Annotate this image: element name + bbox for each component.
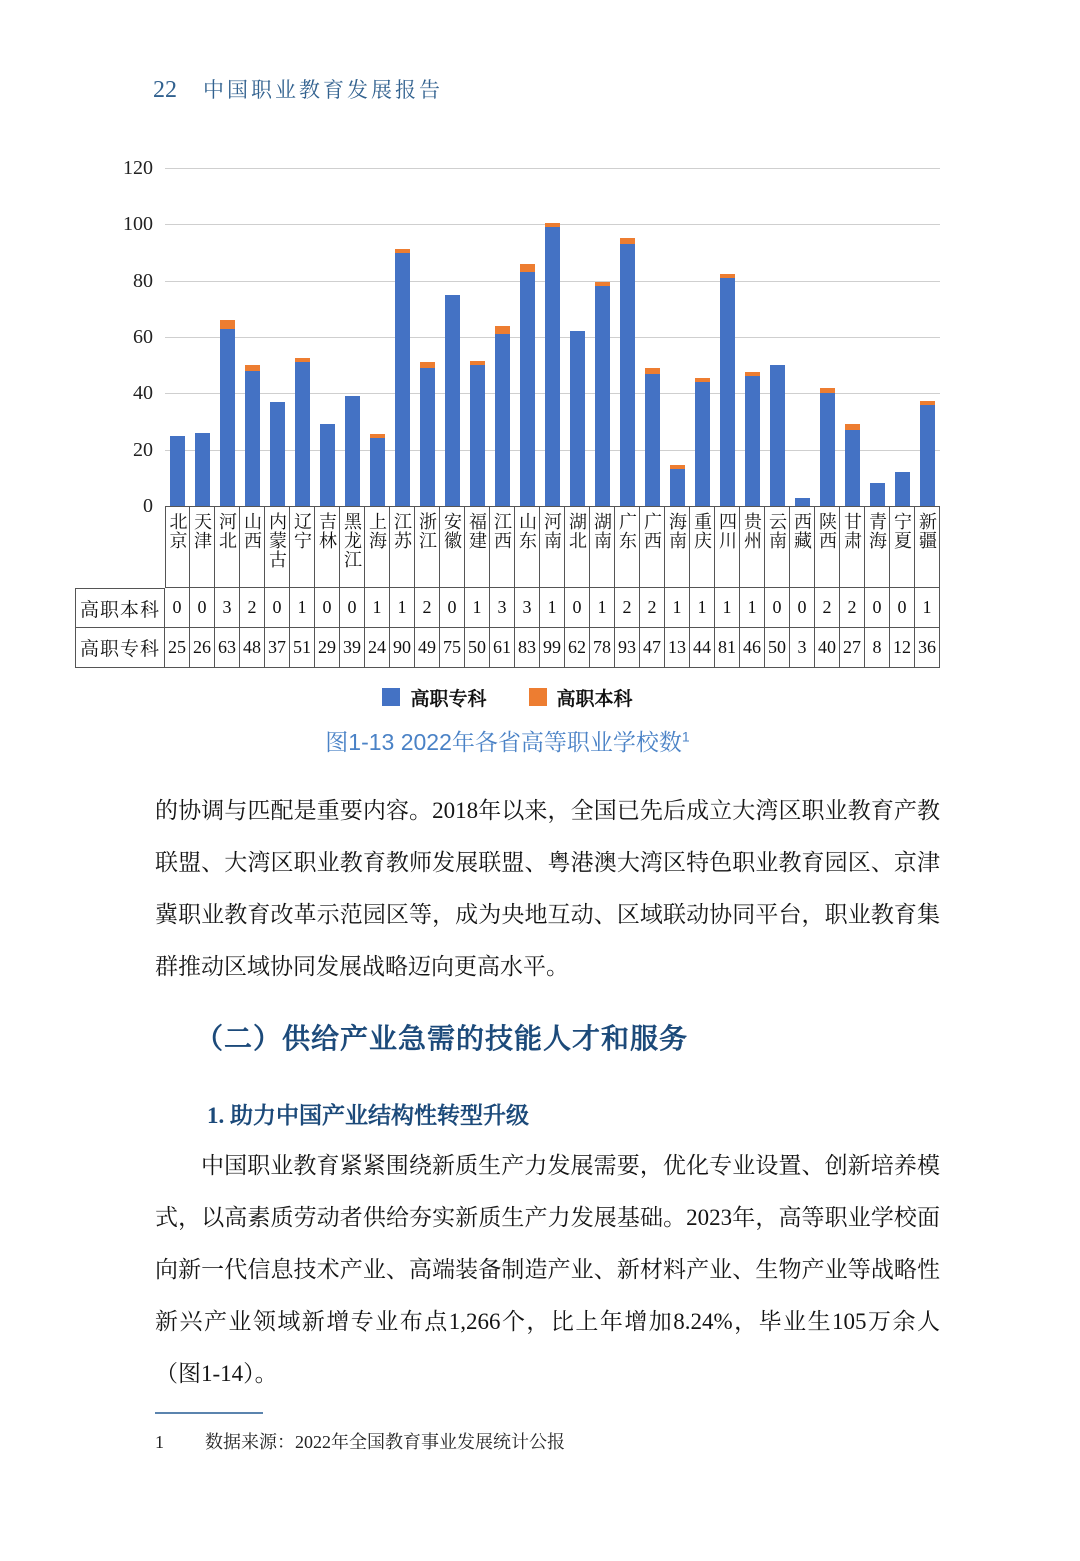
bar-column-重庆	[695, 378, 710, 506]
subsection-heading: 1. 助力中国产业结构性转型升级	[207, 1103, 529, 1128]
value-cell: 93	[615, 628, 640, 668]
bar-segment-benke	[495, 326, 510, 334]
category-cell	[790, 506, 815, 588]
value-cell: 63	[215, 628, 240, 668]
page-number: 22	[153, 77, 177, 103]
category-cell	[565, 506, 590, 588]
bar-column-陕西	[820, 388, 835, 506]
category-cell	[390, 506, 415, 588]
value-cell: 1	[465, 588, 490, 628]
bar-chart-figure	[75, 148, 940, 668]
bar-column-天津	[195, 433, 210, 506]
footnote-marker: 1	[155, 1432, 164, 1452]
bar-column-河南	[545, 223, 560, 506]
value-cell: 2	[415, 588, 440, 628]
value-cell: 0	[190, 588, 215, 628]
category-label: 湖北	[567, 512, 587, 550]
value-cell: 24	[365, 628, 390, 668]
bar-segment-zhuanke	[645, 374, 660, 506]
bar-column-海南	[670, 465, 685, 506]
footnote	[155, 1428, 1080, 1454]
category-label: 四川	[717, 512, 737, 550]
category-label: 天津	[192, 512, 212, 550]
y-axis-tick-label: 60	[133, 326, 153, 348]
category-label: 黑龙江	[342, 512, 362, 569]
bar-segment-zhuanke	[570, 331, 585, 506]
category-cell	[640, 506, 665, 588]
category-label: 广东	[617, 512, 637, 550]
category-cell	[190, 506, 215, 588]
value-cell: 83	[515, 628, 540, 668]
category-cell	[590, 506, 615, 588]
category-label: 山东	[517, 512, 537, 550]
bar-segment-zhuanke	[295, 362, 310, 506]
category-label: 甘肃	[842, 512, 862, 550]
bar-column-贵州	[745, 372, 760, 506]
bar-segment-zhuanke	[270, 402, 285, 506]
category-label: 河南	[542, 512, 562, 550]
category-label: 辽宁	[292, 512, 312, 550]
bar-column-四川	[720, 274, 735, 506]
value-cell: 2	[840, 588, 865, 628]
value-cell: 26	[190, 628, 215, 668]
bar-column-北京	[170, 436, 185, 506]
category-label: 广西	[642, 512, 662, 550]
value-cell: 48	[240, 628, 265, 668]
value-cell: 50	[465, 628, 490, 668]
bar-column-新疆	[920, 401, 935, 506]
category-cell	[515, 506, 540, 588]
bar-column-河北	[220, 320, 235, 506]
category-label: 贵州	[742, 512, 762, 550]
value-cell: 37	[265, 628, 290, 668]
category-cell	[290, 506, 315, 588]
category-label: 安徽	[442, 512, 462, 550]
category-label: 重庆	[692, 512, 712, 550]
value-cell: 12	[890, 628, 915, 668]
category-label: 新疆	[917, 512, 937, 550]
bar-segment-zhuanke	[720, 278, 735, 506]
bar-column-黑龙江	[345, 396, 360, 506]
bar-segment-zhuanke	[820, 393, 835, 506]
bar-segment-zhuanke	[420, 368, 435, 506]
table-row-header: 高职本科	[75, 588, 165, 628]
bar-segment-zhuanke	[545, 227, 560, 506]
category-label: 江苏	[392, 512, 412, 550]
bar-column-浙江	[420, 362, 435, 506]
value-cell: 2	[240, 588, 265, 628]
value-cell: 62	[565, 628, 590, 668]
bar-segment-benke	[520, 264, 535, 272]
value-cell: 1	[365, 588, 390, 628]
category-cell	[415, 506, 440, 588]
value-cell: 49	[415, 628, 440, 668]
figure-caption-text: 图1-13 2022年各省高等职业学校数	[325, 729, 682, 755]
value-cell: 1	[540, 588, 565, 628]
value-cell: 51	[290, 628, 315, 668]
value-cell: 13	[665, 628, 690, 668]
value-cell: 61	[490, 628, 515, 668]
bar-column-湖南	[595, 282, 610, 506]
bar-segment-zhuanke	[520, 272, 535, 506]
bar-segment-zhuanke	[620, 244, 635, 506]
report-title: 中国职业教育发展报告	[203, 78, 443, 102]
bar-segment-zhuanke	[395, 253, 410, 507]
legend-swatch-benke	[529, 688, 547, 706]
category-cell	[690, 506, 715, 588]
category-cell	[665, 506, 690, 588]
value-cell: 0	[165, 588, 190, 628]
category-cell	[815, 506, 840, 588]
category-label: 内蒙古	[267, 512, 287, 569]
value-cell: 27	[840, 628, 865, 668]
category-label: 吉林	[317, 512, 337, 550]
paragraph-1: 的协调与匹配是重要内容。2018年以来，全国已先后成立大湾区职业教育产教联盟、大湾区职业教育教师发展联盟、粤港澳大湾区特色职业教育园区、京津冀职业教育改革示范园区等，成为央地互动、区域联动协同平台，职业教育集群推动区域协同发展战略迈向更高水平。	[155, 798, 940, 979]
bar-column-甘肃	[845, 424, 860, 506]
bar-segment-zhuanke	[220, 329, 235, 506]
y-axis-tick-label: 100	[123, 213, 153, 236]
value-cell: 0	[315, 588, 340, 628]
bar-segment-zhuanke	[320, 424, 335, 506]
bar-segment-benke	[220, 320, 235, 328]
value-cell: 44	[690, 628, 715, 668]
value-cell: 78	[590, 628, 615, 668]
category-cell	[615, 506, 640, 588]
legend-item	[382, 684, 486, 710]
bar-segment-zhuanke	[370, 438, 385, 506]
value-cell: 47	[640, 628, 665, 668]
bar-column-上海	[370, 434, 385, 506]
value-cell: 0	[340, 588, 365, 628]
category-label: 河北	[217, 512, 237, 550]
category-cell	[240, 506, 265, 588]
value-cell: 46	[740, 628, 765, 668]
value-cell: 1	[665, 588, 690, 628]
value-cell: 1	[390, 588, 415, 628]
bar-column-湖北	[570, 331, 585, 506]
bar-segment-zhuanke	[795, 498, 810, 506]
category-cell	[440, 506, 465, 588]
category-label: 江西	[492, 512, 512, 550]
value-cell: 0	[890, 588, 915, 628]
value-cell: 81	[715, 628, 740, 668]
footnote-divider	[155, 1412, 263, 1414]
value-cell: 1	[290, 588, 315, 628]
category-cell	[915, 506, 940, 588]
value-cell: 0	[265, 588, 290, 628]
page-header	[153, 0, 1080, 104]
category-label: 福建	[467, 512, 487, 550]
category-cell	[215, 506, 240, 588]
category-label: 宁夏	[892, 512, 912, 550]
category-label: 西藏	[792, 512, 812, 550]
value-cell: 1	[715, 588, 740, 628]
category-cell	[865, 506, 890, 588]
value-cell: 0	[440, 588, 465, 628]
y-axis-tick-label: 20	[133, 438, 153, 461]
bar-column-青海	[870, 483, 885, 506]
category-cell	[765, 506, 790, 588]
category-label: 浙江	[417, 512, 437, 550]
category-label: 云南	[767, 512, 787, 550]
value-cell: 99	[540, 628, 565, 668]
value-cell: 0	[565, 588, 590, 628]
value-cell: 1	[740, 588, 765, 628]
category-cell	[715, 506, 740, 588]
category-cell	[365, 506, 390, 588]
legend-item	[529, 684, 633, 710]
value-cell: 75	[440, 628, 465, 668]
bar-column-安徽	[445, 295, 460, 506]
value-cell: 8	[865, 628, 890, 668]
category-label: 北京	[167, 512, 188, 550]
bar-segment-zhuanke	[245, 371, 260, 506]
y-axis-tick-label: 0	[143, 495, 153, 517]
legend-label: 高职专科	[410, 688, 487, 710]
bar-column-江苏	[395, 249, 410, 507]
category-label: 海南	[667, 512, 687, 550]
category-cell	[265, 506, 290, 588]
value-cell: 90	[390, 628, 415, 668]
bar-segment-zhuanke	[345, 396, 360, 506]
value-cell: 1	[590, 588, 615, 628]
bar-segment-zhuanke	[895, 472, 910, 506]
bar-segment-zhuanke	[745, 376, 760, 506]
value-cell: 0	[865, 588, 890, 628]
category-cell	[740, 506, 765, 588]
value-cell: 3	[490, 588, 515, 628]
footnote-text: 数据来源：2022年全国教育事业发展统计公报	[205, 1432, 565, 1452]
bar-column-山西	[245, 365, 260, 506]
bar-column-内蒙古	[270, 402, 285, 506]
bar-column-江西	[495, 326, 510, 506]
category-cell	[540, 506, 565, 588]
category-cell	[165, 506, 190, 588]
bar-column-广东	[620, 238, 635, 506]
bar-segment-zhuanke	[595, 286, 610, 506]
category-cell	[340, 506, 365, 588]
bar-segment-zhuanke	[495, 334, 510, 506]
bar-column-辽宁	[295, 358, 310, 506]
bar-segment-zhuanke	[670, 469, 685, 506]
bar-segment-zhuanke	[695, 382, 710, 506]
y-axis-tick-label: 80	[133, 269, 153, 292]
bar-segment-zhuanke	[870, 483, 885, 506]
bar-segment-zhuanke	[770, 365, 785, 506]
category-label: 山西	[242, 512, 262, 550]
bar-column-宁夏	[895, 472, 910, 506]
value-cell: 50	[765, 628, 790, 668]
value-cell: 3	[790, 628, 815, 668]
value-cell: 3	[215, 588, 240, 628]
value-cell: 39	[340, 628, 365, 668]
category-cell	[490, 506, 515, 588]
bar-column-云南	[770, 365, 785, 506]
chart-data-table	[75, 506, 940, 668]
bars-layer	[165, 168, 940, 506]
value-cell: 36	[915, 628, 940, 668]
bar-segment-zhuanke	[170, 436, 185, 506]
value-cell: 40	[815, 628, 840, 668]
bar-column-福建	[470, 361, 485, 506]
value-cell: 25	[165, 628, 190, 668]
value-cell: 2	[615, 588, 640, 628]
value-cell: 1	[690, 588, 715, 628]
legend-swatch-zhuanke	[382, 688, 400, 706]
table-row-header: 高职专科	[75, 628, 165, 668]
category-label: 上海	[367, 512, 387, 550]
section-heading: （二）供给产业急需的技能人才和服务	[195, 1024, 689, 1055]
legend-label: 高职本科	[556, 688, 633, 710]
paragraph-2: 中国职业教育紧紧围绕新质生产力发展需要，优化专业设置、创新培养模式，以高素质劳动者供给夯实新质生产力发展基础。2023年，高等职业学校面向新一代信息技术产业、高端装备制造产业、新材料产业、生物产业等战略性新兴产业领域新增专业布点1,266个，比上年增加8.24%，毕业生105万余人（图1-14）。	[155, 1153, 940, 1386]
value-cell: 0	[790, 588, 815, 628]
bar-segment-zhuanke	[845, 430, 860, 506]
figure-caption	[75, 724, 940, 757]
category-label: 陕西	[817, 512, 837, 550]
bar-segment-zhuanke	[445, 295, 460, 506]
value-cell: 0	[765, 588, 790, 628]
y-axis-tick-label: 120	[123, 157, 153, 179]
category-cell	[890, 506, 915, 588]
table-corner-spacer	[75, 506, 165, 588]
bar-column-山东	[520, 264, 535, 506]
value-cell: 29	[315, 628, 340, 668]
bar-column-广西	[645, 368, 660, 506]
value-cell: 3	[515, 588, 540, 628]
chart-legend	[75, 684, 940, 710]
category-cell	[465, 506, 490, 588]
category-label: 湖南	[592, 512, 612, 550]
value-cell: 1	[915, 588, 940, 628]
bar-segment-zhuanke	[195, 433, 210, 506]
bar-segment-zhuanke	[920, 405, 935, 506]
category-label: 青海	[867, 512, 887, 550]
bar-column-吉林	[320, 424, 335, 506]
bar-column-西藏	[795, 498, 810, 506]
bar-segment-zhuanke	[470, 365, 485, 506]
caption-superscript: 1	[681, 728, 690, 745]
value-cell: 2	[815, 588, 840, 628]
y-axis-tick-label: 40	[133, 382, 153, 405]
body-content	[155, 785, 940, 1400]
category-cell	[315, 506, 340, 588]
value-cell: 2	[640, 588, 665, 628]
category-cell	[840, 506, 865, 588]
